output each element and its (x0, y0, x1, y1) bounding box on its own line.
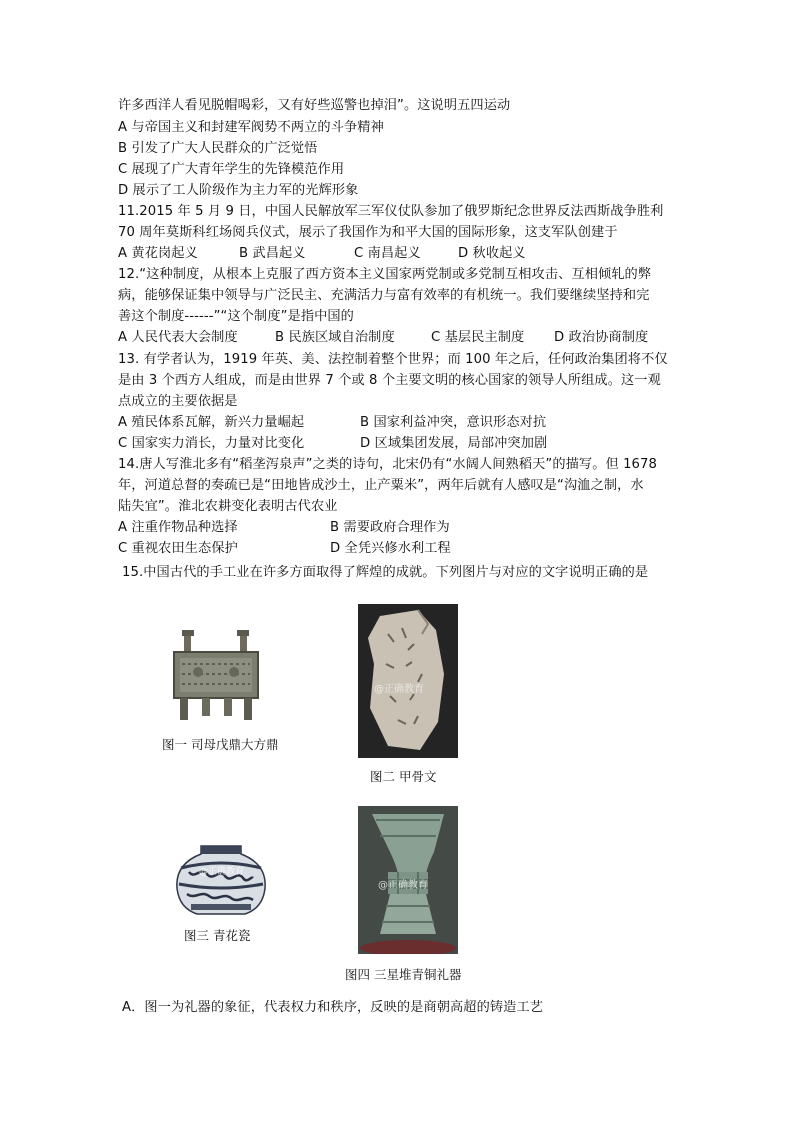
q10-option-c: C 展现了广大青年学生的先锋模范作用 (118, 162, 345, 177)
figure-3-watermark: @正确教育 (199, 867, 245, 877)
q11-stem-line2: 70 周年莫斯科红场阅兵仪式，展示了我国作为和平大国的国际形象，这支军队创建于 (118, 225, 618, 240)
figure-4-watermark: @正确教育 (378, 880, 428, 891)
q13-stem-line3: 点成立的主要依据是 (118, 394, 238, 409)
q10-option-d: D 展示了工人阶级作为主力军的光辉形象 (118, 183, 359, 198)
q11-option-d: D 秋收起义 (458, 246, 526, 261)
q10-stem-end: 许多西洋人看见脱帽喝彩，又有好些巡警也掉泪”。这说明五四运动 (118, 98, 511, 113)
q10-option-b: B 引发了广大人民群众的广泛觉悟 (118, 141, 318, 156)
q13-option-c: C 国家实力消长，力量对比变化 (118, 436, 305, 451)
q11-option-c: C 南昌起义 (354, 246, 421, 261)
figure-2-watermark: @正确教育 (374, 684, 424, 695)
q11-stem-line1: 11.2015 年 5 月 9 日，中国人民解放军三军仪仗队参加了俄罗斯纪念世界反法西斯战争胜利 (118, 204, 664, 219)
q12-option-c: C 基层民主制度 (431, 330, 525, 345)
q11-option-a: A 黄花岗起义 (118, 246, 198, 261)
q14-option-a: A 注重作物品种选择 (118, 520, 238, 535)
q13-option-d: D 区域集团发展，局部冲突加剧 (360, 436, 548, 451)
figure-3-caption: 图三 青花瓷 (184, 928, 251, 943)
q14-stem-line3: 陆失宜”。淮北农耕变化表明古代农业 (118, 499, 338, 514)
figure-2-oracle-bone-image (358, 604, 458, 758)
figure-4-bronze-vessel-image (358, 806, 458, 954)
figure-1-caption: 图一 司母戊鼎大方鼎 (162, 737, 279, 752)
figure-3-porcelain-image (171, 842, 271, 916)
q13-option-a: A 殖民体系瓦解，新兴力量崛起 (118, 415, 305, 430)
q12-option-d: D 政治协商制度 (554, 330, 649, 345)
q10-option-a: A 与帝国主义和封建军阀势不两立的斗争精神 (118, 120, 384, 135)
q12-stem-line2: 病，能够保证集中领导与广泛民主、充满活力与富有效率的有机统一。我们要继续坚持和完 (118, 288, 650, 303)
q13-option-b: B 国家利益冲突，意识形态对抗 (360, 415, 547, 430)
q13-stem-line1: 13. 有学者认为，1919 年英、美、法控制着整个世界；而 100 年之后，任何政治集团将不仅 (118, 352, 668, 367)
q12-option-b: B 民族区域自治制度 (275, 330, 395, 345)
figure-2-caption: 图二 甲骨文 (370, 769, 437, 784)
q14-option-b: B 需要政府合理作为 (330, 520, 450, 535)
q15-stem: 15.中国古代的手工业在许多方面取得了辉煌的成就。下列图片与对应的文字说明正确的是 (122, 565, 649, 580)
q14-option-d: D 全凭兴修水利工程 (330, 541, 451, 556)
q14-stem-line1: 14.唐人写淮北多有“稻垄泻泉声”之类的诗句，北宋仍有“水阔人间熟稻天”的描写。但 1678 (118, 457, 658, 472)
figure-4-caption: 图四 三星堆青铜礼器 (345, 967, 462, 982)
q12-stem-line3: 善这个制度------”“这个制度”是指中国的 (118, 309, 354, 324)
figure-1-ding-image (168, 628, 264, 724)
q13-stem-line2: 是由 3 个西方人组成，而是由世界 7 个或 8 个主要文明的核心国家的领导人所组成。这一观 (118, 373, 661, 388)
q14-stem-line2: 年，河道总督的奏疏已是“田地皆成沙土，止产粟米”，两年后就有人感叹是“沟洫之制，水 (118, 478, 644, 493)
q12-stem-line1: 12.“这种制度，从根本上克服了西方资本主义国家两党制或多党制互相攻击、互相倾轧的弊 (118, 267, 652, 282)
q14-option-c: C 重视农田生态保护 (118, 541, 238, 556)
q11-option-b: B 武昌起义 (239, 246, 306, 261)
q15-option-a: A．图一为礼器的象征，代表权力和秩序，反映的是商朝高超的铸造工艺 (122, 1000, 544, 1015)
q12-option-a: A 人民代表大会制度 (118, 330, 238, 345)
